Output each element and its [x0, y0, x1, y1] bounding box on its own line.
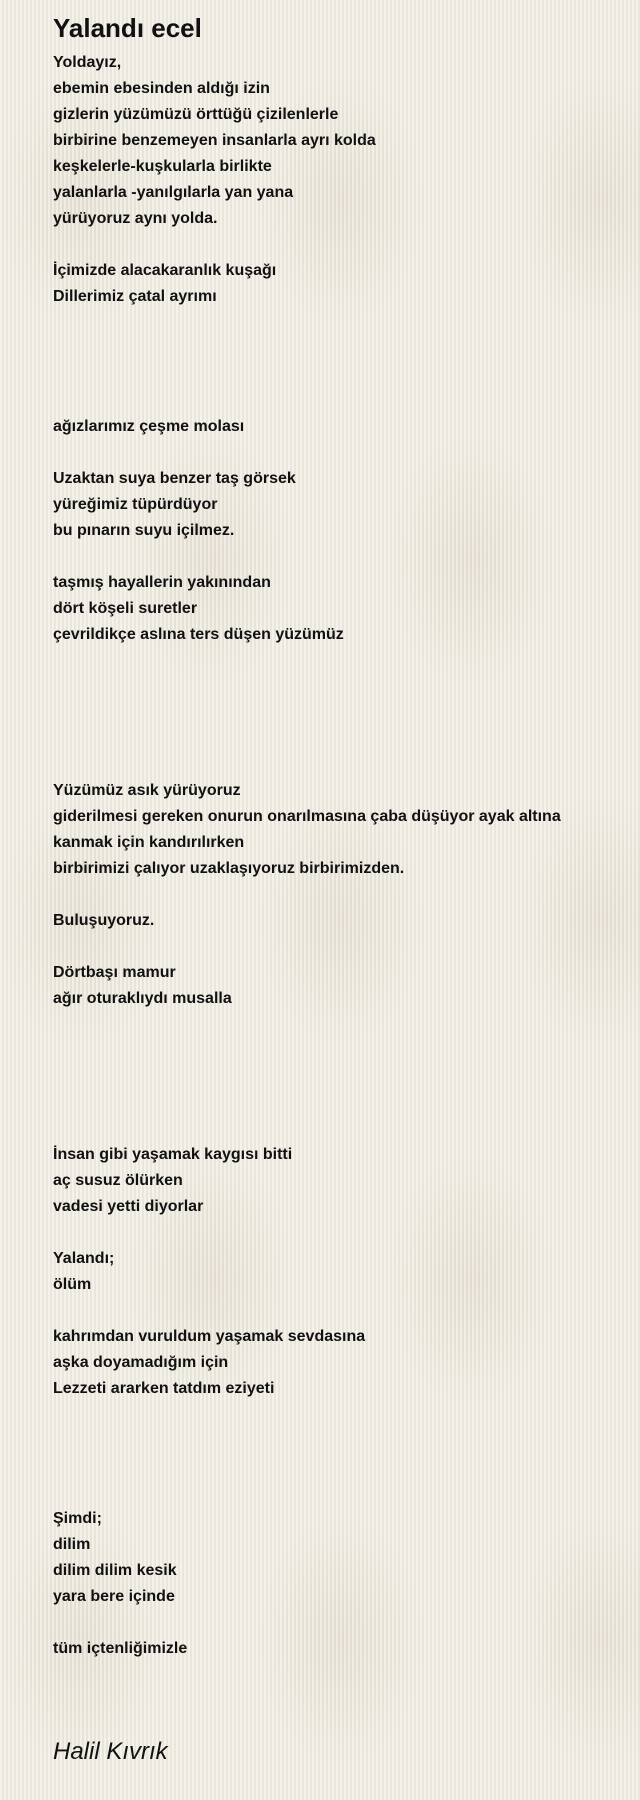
stanza-break [53, 674, 633, 700]
poem-line: Yalandı; [53, 1250, 115, 1267]
poem-line: İçimizde alacakaranlık kuşağı [53, 262, 277, 279]
poem-line: birbirine benzemeyen insanlarla ayrı kolda [53, 132, 376, 149]
stanza-break [53, 1402, 633, 1428]
stanza-break [53, 1428, 633, 1454]
poem-line: yara bere içinde [53, 1588, 175, 1605]
poem-line: dilim dilim kesik [53, 1562, 177, 1579]
stanza-break [53, 1454, 633, 1480]
poem-line: aç susuz ölürken [53, 1172, 183, 1189]
poem-line: çevrildikçe aslına ters düşen yüzümüz [53, 626, 344, 643]
poem-line: gizlerin yüzümüzü örttüğü çizilenlerle [53, 106, 339, 123]
stanza-break [53, 440, 633, 466]
poem-line: bu pınarın suyu içilmez. [53, 522, 235, 539]
poem-line: Uzaktan suya benzer taş görsek [53, 470, 296, 487]
poem-line: Dillerimiz çatal ayrımı [53, 288, 217, 305]
poem-line: Dörtbaşı mamur [53, 964, 176, 981]
stanza-break [53, 882, 633, 908]
poem-line: kanmak için kandırılırken [53, 834, 245, 851]
stanza-break [53, 726, 633, 752]
poem-title: Yalandı ecel [53, 13, 202, 43]
stanza-break [53, 1298, 633, 1324]
poem-line: Lezzeti ararken tatdım eziyeti [53, 1380, 275, 1397]
poem-line: Buluşuyoruz. [53, 912, 155, 929]
poem-line: taşmış hayallerin yakınından [53, 574, 271, 591]
poem-line: İnsan gibi yaşamak kaygısı bitti [53, 1146, 293, 1163]
stanza-break [53, 336, 633, 362]
poem-line: ağızlarımız çeşme molası [53, 418, 245, 435]
stanza-break [53, 1038, 633, 1064]
stanza-break [53, 1116, 633, 1142]
poem-author: Halil Kıvrık [53, 1738, 168, 1765]
poem-body [53, 50, 633, 1662]
stanza-break [53, 1610, 633, 1636]
poem-line: yürüyoruz aynı yolda. [53, 210, 218, 227]
poem-line: ölüm [53, 1276, 92, 1293]
stanza-break [53, 388, 633, 414]
stanza-break [53, 1480, 633, 1506]
stanza-break [53, 1012, 633, 1038]
stanza-break [53, 1064, 633, 1090]
poem-line: kahrımdan vuruldum yaşamak sevdasına [53, 1328, 366, 1345]
stanza-break [53, 232, 633, 258]
poem-line: giderilmesi gereken onurun onarılmasına çaba düşüyor ayak altına [53, 808, 561, 825]
poem-line: birbirimizi çalıyor uzaklaşıyoruz birbirimizden. [53, 860, 405, 877]
stanza-break [53, 362, 633, 388]
stanza-break [53, 1220, 633, 1246]
poem-line: Yoldayız, [53, 54, 122, 71]
stanza-break [53, 544, 633, 570]
poem-line: tüm içtenliğimizle [53, 1640, 188, 1657]
poem-container [53, 10, 633, 1662]
stanza-break [53, 310, 633, 336]
stanza-break [53, 934, 633, 960]
poem-line: Yüzümüz asık yürüyoruz [53, 782, 241, 799]
poem-line: ağır oturaklıydı musalla [53, 990, 232, 1007]
poem-line: keşkelerle-kuşkularla birlikte [53, 158, 272, 175]
poem-line: Şimdi; [53, 1510, 102, 1527]
poem-line: ebemin ebesinden aldığı izin [53, 80, 270, 97]
poem-line: yalanlarla -yanılgılarla yan yana [53, 184, 294, 201]
poem-line: yüreğimiz tüpürdüyor [53, 496, 218, 513]
stanza-break [53, 1090, 633, 1116]
poem-line: aşka doyamadığım için [53, 1354, 229, 1371]
stanza-break [53, 648, 633, 674]
poem-line: dört köşeli suretler [53, 600, 198, 617]
poem-line: dilim [53, 1536, 91, 1553]
stanza-break [53, 700, 633, 726]
poem-line: vadesi yetti diyorlar [53, 1198, 204, 1215]
stanza-break [53, 752, 633, 778]
